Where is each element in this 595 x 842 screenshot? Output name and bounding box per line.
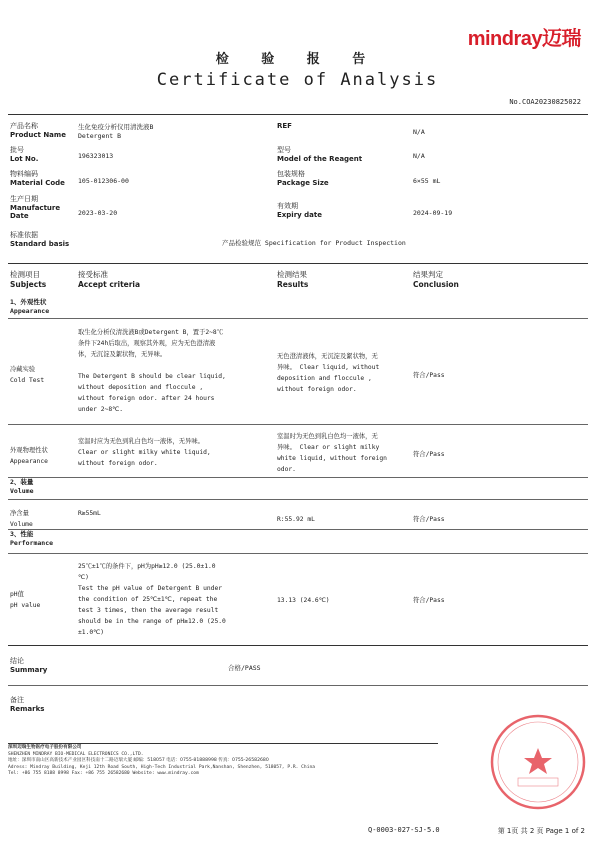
title-en: Certificate of Analysis — [156, 70, 439, 90]
footer-info: 深圳迈瑞生物医疗电子股份有限公司 SHENZHEN MINDRAY BIO-MEDICAL ELECTRONICS CO.,LTD. 地址：深圳市南山区高新技术产业园区科技南十二路迈瑞大厦 邮编：518057 电话：0755-81888998 传真：0755-26582680 Adress: Mindray Building, Keji 12th Road South, High-Tech Industrial Park,Nanshan, Shenzhen, 518057, P.R. China Tel: +86 755 8188 8998 Fax: +86 755 26582680 Website: www.mindray.com — [8, 745, 315, 776]
remarks-label: 备注 Remarks — [10, 696, 45, 713]
standard-basis-label: 标准依据 Standard basis — [10, 231, 70, 248]
manufacture-date-value: 2023-03-20 — [78, 209, 118, 217]
material-code-label: 物料编码 Material Code — [10, 170, 65, 187]
footer-divider — [8, 743, 438, 744]
info-divider — [8, 263, 588, 264]
section-appearance: 1、外观性状 Appearance — [10, 298, 50, 315]
volume-result: R:55.92 mL — [277, 516, 315, 523]
package-size-label: 包装规格 Package Size — [277, 170, 329, 187]
row-divider — [8, 529, 588, 530]
cold-test-result: 无色澄清液体，无沉淀及絮状物，无 异味。 Clear liquid, without deposition and floccule , without foreign odor. — [277, 353, 380, 393]
manufacture-date-label: 生产日期 Manufacture Date — [10, 195, 61, 220]
row-divider — [8, 553, 588, 554]
lot-value: 196323013 — [78, 152, 114, 160]
mindray-logo: mindray迈瑞 — [467, 28, 581, 50]
standard-basis-value: 产品检验规范 Specification for Product Inspection — [222, 239, 406, 247]
header-subjects: 检测项目 Subjects — [10, 270, 47, 289]
header-accept-criteria: 接受标准 Accept criteria — [78, 270, 141, 289]
title-cn: 检 验 报 告 — [215, 52, 380, 67]
appearance-result: 室温时为无色到乳白色均一液体，无 异味。 Clear or slight milky white liquid, without foreign odor. — [277, 433, 387, 473]
appearance-conclusion: 符合/Pass — [413, 451, 445, 458]
expiry-date-value: 2024-09-19 — [413, 209, 453, 217]
cold-test-subject: 冷藏实验 Cold Test — [10, 366, 45, 384]
section-performance: 3、性能 Performance — [10, 530, 54, 547]
material-code-value: 105-012306-00 — [78, 177, 129, 185]
table-bottom-divider — [8, 645, 588, 646]
ref-value: N/A — [413, 128, 425, 136]
page-indicator: 第 1页 共 2 页 Page 1 of 2 — [497, 827, 585, 835]
section-volume: 2、装量 Volume — [10, 478, 34, 495]
volume-conclusion: 符合/Pass — [413, 516, 445, 523]
appearance-criteria: 室温时应为无色到乳白色均一液体，无异味。 Clear or slight milky white liquid, without foreign odor. — [78, 438, 211, 467]
ref-label: REF — [277, 122, 292, 130]
model-value: N/A — [413, 152, 425, 160]
certificate-number: No.COA20230825022 — [509, 98, 581, 106]
volume-subject: 净含量 Volume — [10, 510, 33, 528]
cold-test-conclusion: 符合/Pass — [413, 372, 445, 379]
document-code: Q-0003-027-SJ-5.0 — [368, 826, 440, 834]
ph-conclusion: 符合/Pass — [413, 597, 445, 604]
product-name-label: 产品名称 Product Name — [10, 122, 66, 139]
row-divider — [8, 424, 588, 425]
expiry-date-label: 有效期 Expiry date — [277, 202, 322, 219]
header-results: 检测结果 Results — [277, 270, 309, 289]
row-divider — [8, 685, 588, 686]
model-label: 型号 Model of the Reagent — [277, 146, 363, 163]
ph-result: 13.13 (24.6℃) — [277, 597, 330, 604]
top-divider — [8, 114, 588, 115]
company-seal-stamp — [488, 712, 588, 812]
ph-subject: pH值 pH value — [10, 591, 41, 609]
appearance-subject: 外观物理性状 Appearance — [10, 447, 48, 465]
lot-label: 批号 Lot No. — [10, 146, 39, 163]
volume-criteria: R≥55mL — [78, 510, 101, 517]
header-conclusion: 结果判定 Conclusion — [413, 270, 459, 289]
package-size-value: 6×55 mL — [413, 177, 441, 185]
row-divider — [8, 499, 588, 500]
product-name-value: 生化免疫分析仪用清洗液B Detergent B — [78, 123, 154, 140]
ph-criteria: 25℃±1℃的条件下，pH为pH≥12.0 (25.0±1.0 ℃) Test the pH value of Detergent B under the condition of 25℃±1℃, repeat the test 3 times, then the average result should be in the range of pH≥12.0 (25.0 ±1.0℃) — [78, 563, 226, 636]
row-divider — [8, 318, 588, 319]
summary-value: 合格/PASS — [228, 664, 261, 672]
cold-test-criteria: 取生化分析仪清洗液B或Detergent B，置于2~8℃ 条件下24h后取出，观察其外观，应为无色澄清液 体，无沉淀及絮状物，无异味。 The Detergent B should be clear liquid, without deposition and floccule , without foreign odor. after 24 hours under 2~8℃. — [78, 329, 226, 413]
summary-label: 结论 Summary — [10, 657, 48, 674]
row-divider — [8, 477, 588, 478]
